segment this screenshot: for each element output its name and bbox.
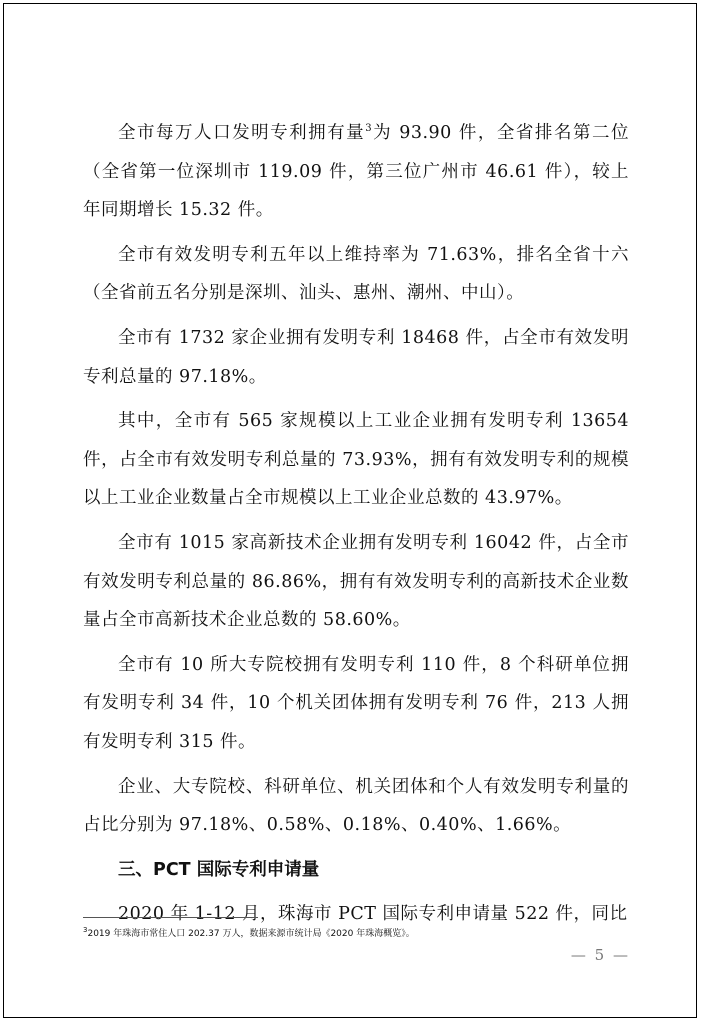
page-number: — 5 — bbox=[570, 946, 630, 964]
paragraph-institutions: 全市有 10 所大专院校拥有发明专利 110 件，8 个科研单位拥有发明专利 34 件，10 个机关团体拥有发明专利 76 件，213 人拥有发明专利 315 件。 bbox=[83, 654, 629, 752]
paragraph-share-breakdown: 企业、大专院校、科研单位、机关团体和个人有效发明专利量的占比分别为 97.18%、0.58%、0.18%、0.40%、1.66%。 bbox=[83, 776, 629, 836]
paragraph-pct-applications: 2020 年 1-12 月，珠海市 PCT 国际专利申请量 522 件，同比 bbox=[118, 904, 628, 925]
paragraph-enterprises: 全市有 1732 家企业拥有发明专利 18468 件，占全市有效发明专利总量的 97.18%。 bbox=[83, 327, 629, 387]
paragraph-text: 为 93.90 件，全省排名第二位（全省第一位深圳市 119.09 件，第三位广州市 46.61 件），较上年同期增长 15.32 件。 bbox=[83, 123, 629, 221]
footnote-ref[interactable]: 3 bbox=[365, 123, 373, 135]
section-heading-pct: 三、PCT 国际专利申请量 bbox=[118, 859, 320, 880]
paragraph-industrial-enterprises: 其中，全市有 565 家规模以上工业企业拥有发明专利 13654 件，占全市有效发明专利总量的 73.93%，拥有有效发明专利的规模以上工业企业数量占全市规模以上工业企业总数的 43.97%。 bbox=[83, 411, 629, 509]
footnote-divider bbox=[83, 917, 258, 918]
footnote-marker: 3 bbox=[83, 926, 88, 934]
document-body bbox=[83, 114, 629, 940]
paragraph-text: 全市每万人口发明专利拥有量 bbox=[118, 123, 366, 143]
paragraph-per-capita-patents bbox=[83, 114, 629, 230]
paragraph-high-tech-enterprises: 全市有 1015 家高新技术企业拥有发明专利 16042 件，占全市有效发明专利总量的 86.86%，拥有有效发明专利的高新技术企业数量占全市高新技术企业总数的 58.60%。 bbox=[83, 532, 629, 631]
footnote bbox=[83, 924, 643, 940]
paragraph-maintenance-rate: 全市有效发明专利五年以上维持率为 71.63%，排名全省十六（全省前五名分别是深圳、汕头、惠州、潮州、中山）。 bbox=[83, 244, 629, 304]
footnote-text: 2019 年珠海市常住人口 202.37 万人，数据来源市统计局《2020 年珠海概览》。 bbox=[87, 929, 415, 939]
